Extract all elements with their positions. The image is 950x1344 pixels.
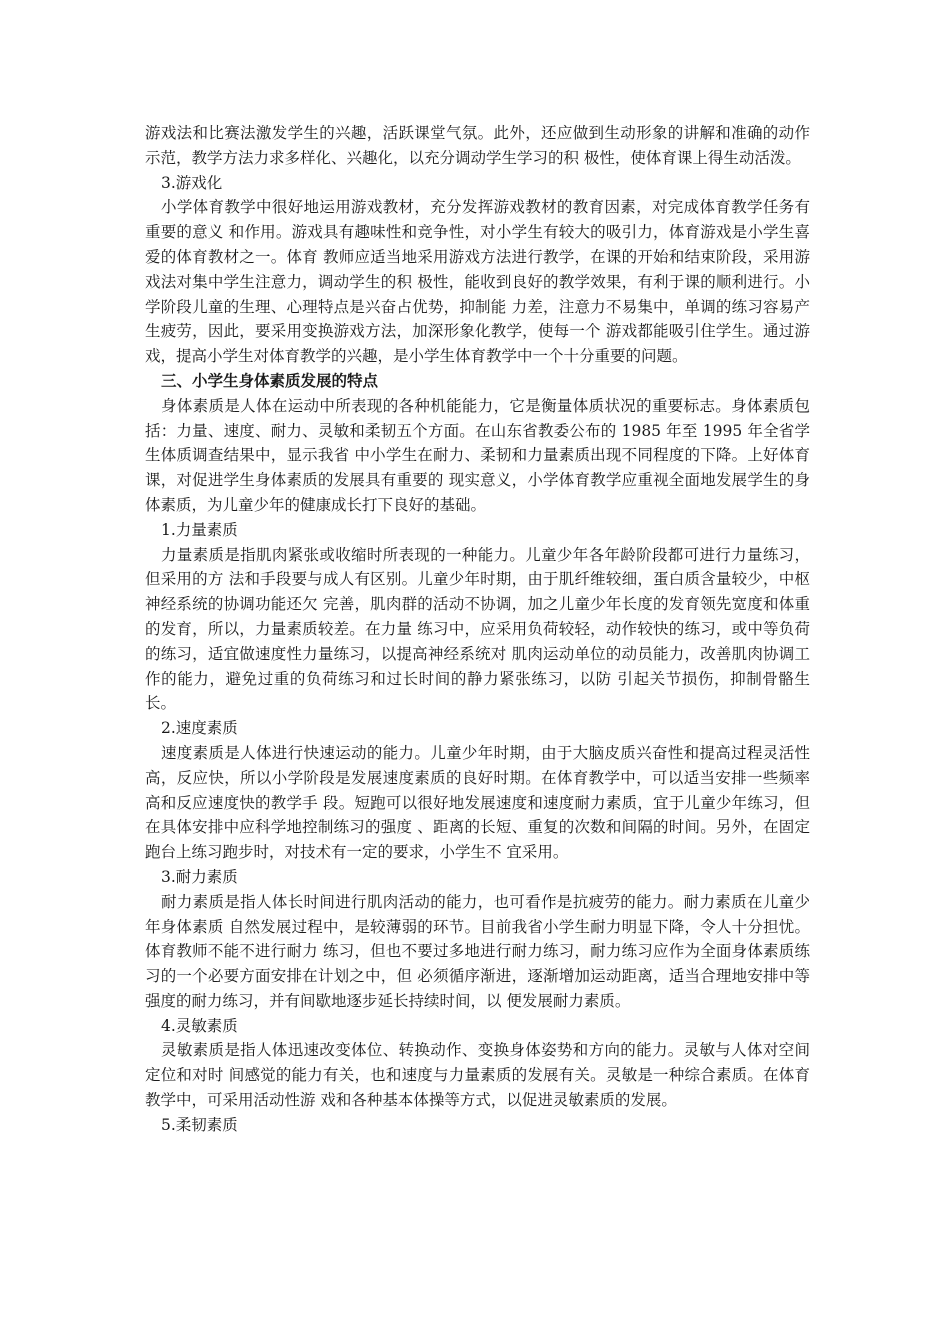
subheading-agility: 4.灵敏素质: [161, 1016, 238, 1035]
subheading-endurance: 3.耐力素质: [161, 867, 238, 886]
subheading-game: 3.游戏化: [161, 173, 223, 192]
document-body: [145, 121, 810, 1138]
section-heading-3: 三、小学生身体素质发展的特点: [161, 370, 379, 390]
subheading-speed: 2.速度素质: [161, 719, 238, 738]
subheading-strength: 1.力量素质: [161, 520, 238, 539]
subheading-flexibility: 5.柔韧素质: [161, 1115, 238, 1134]
paragraph-agility: 灵敏素质是指人体迅速改变体位、转换动作、变换身体姿势和方向的能力。灵敏与人体对空间定位和对时 间感觉的能力有关，也和速度与力量素质的发展有关。灵敏是一种综合素质。在体育教学中，可采用活动性游 戏和各种基本体操等方式，以促进灵敏素质的发展。: [145, 1041, 810, 1110]
paragraph-game: 小学体育教学中很好地运用游戏教材，充分发挥游戏教材的教育因素，对完成体育教学任务有重要的意义 和作用。游戏具有趣味性和竞争性，对小学生有较大的吸引力，体育游戏是小学生喜爱的体育教材之一。体育 教师应适当地采用游戏方法进行教学，在课的开始和结束阶段，采用游戏法对集中学生注意力，调动学生的积 极性，能收到良好的教学效果，有利于课的顺利进行。小学阶段儿童的生理、心理特点是兴奋占优势，抑制能 力差，注意力不易集中，单调的练习容易产生疲劳，因此，要采用变换游戏方法，加深形象化教学，使每一个 游戏都能吸引住学生。通过游戏，提高小学生对体育教学的兴趣，是小学生体育教学中一个十分重要的问题。: [145, 198, 810, 366]
paragraph-strength: 力量素质是指肌肉紧张或收缩时所表现的一种能力。儿童少年各年龄阶段都可进行力量练习，但采用的方 法和手段要与成人有区别。儿童少年时期，由于肌纤维较细，蛋白质含量较少，中枢神经系统的协调功能还欠 完善，肌肉群的活动不协调，加之儿童少年长度的发育领先宽度和体重的发育，所以，力量素质较差。在力量 练习中，应采用负荷较轻，动作较快的练习，或中等负荷的练习，适宜做速度性力量练习，以提高神经系统对 肌肉运动单位的动员能力，改善肌肉协调工作的能力，避免过重的负荷练习和过长时间的静力紧张练习，以防 引起关节损伤，抑制骨骼生长。: [145, 545, 810, 713]
paragraph-speed: 速度素质是人体进行快速运动的能力。儿童少年时期，由于大脑皮质兴奋性和提高过程灵活性高，反应快，所以小学阶段是发展速度素质的良好时期。在体育教学中，可以适当安排一些频率高和反应速度快的教学手 段。短跑可以很好地发展速度和速度耐力素质，宜于儿童少年练习，但在具体安排中应科学地控制练习的强度 、距离的长短、重复的次数和间隔的时间。另外，在固定跑台上练习跑步时，对技术有一定的要求，小学生不 宜采用。: [145, 743, 810, 862]
paragraph-quality: 身体素质是人体在运动中所表现的各种机能能力，它是衡量体质状况的重要标志。身体素质包括：力量、速度、耐力、灵敏和柔韧五个方面。在山东省教委公布的 1985 年至 1995 年全省学生体质调查结果中，显示我省 中小学生在耐力、柔韧和力量素质出现不同程度的下降。上好体育课，对促进学生身体素质的发展具有重要的 现实意义，小学体育教学应重视全面地发展学生的身体素质，为儿童少年的健康成长打下良好的基础。: [145, 396, 810, 514]
paragraph-intro: 游戏法和比赛法激发学生的兴趣，活跃课堂气氛。此外，还应做到生动形象的讲解和准确的动作示范，教学方法力求多样化、兴趣化，以充分调动学生学习的积 极性，使体育课上得生动活泼。: [145, 124, 810, 167]
paragraph-endurance: 耐力素质是指人体长时间进行肌肉活动的能力，也可看作是抗疲劳的能力。耐力素质在儿童少年身体素质 自然发展过程中，是较薄弱的环节。目前我省小学生耐力明显下降，令人十分担忧。体育教师不能不进行耐力 练习，但也不要过多地进行耐力练习，耐力练习应作为全面身体素质练习的一个必要方面安排在计划之中，但 必须循序渐进，逐渐增加运动距离，适当合理地安排中等强度的耐力练习，并有间歇地逐步延长持续时间，以 便发展耐力素质。: [145, 892, 810, 1010]
